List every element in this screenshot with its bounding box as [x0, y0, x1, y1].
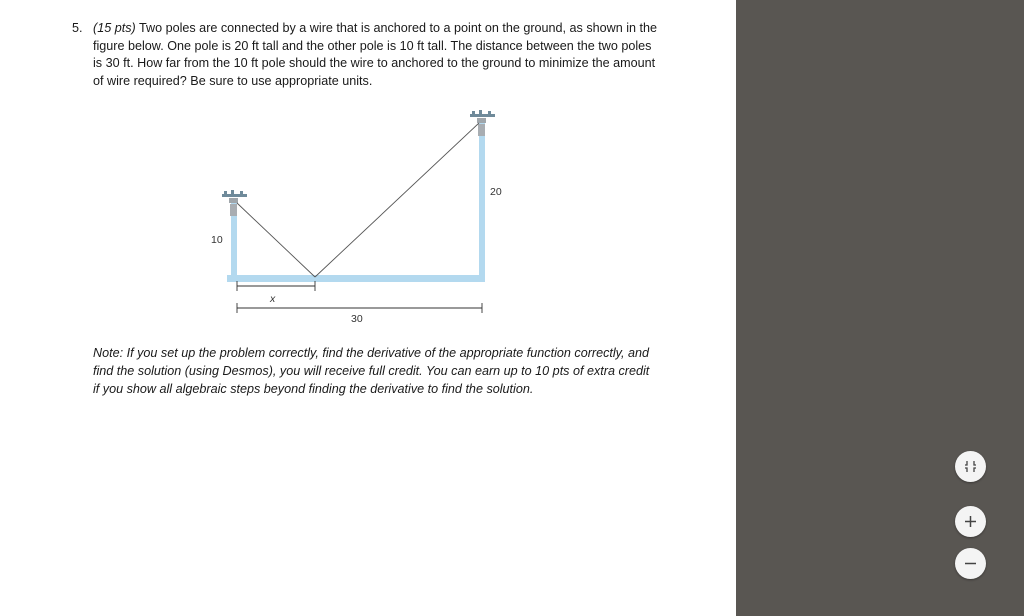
short-pole-label: 10: [211, 234, 223, 246]
tall-pole-crossarm: [470, 110, 495, 136]
tall-pole-label: 20: [490, 186, 502, 198]
minus-icon: [964, 557, 977, 570]
question-text: Two poles are connected by a wire that is anchored to a point on the ground, as shown in the figure below. One pole is 20 ft tall and the other pole is 10 ft tall. The distance between the two poles is 30 ft. How far from the 10 ft pole should the wire to anchored to the ground to minimize the amount of wire required? Be sure to use appropriate units.: [93, 21, 658, 88]
zoom-in-button[interactable]: [955, 506, 986, 537]
distance-label: 30: [351, 313, 363, 325]
wire-short: [237, 203, 315, 277]
zoom-out-button[interactable]: [955, 548, 986, 579]
fit-to-page-button[interactable]: [955, 451, 986, 482]
x-dimension: [237, 281, 315, 291]
short-pole-crossarm: [222, 190, 247, 216]
wire-tall: [315, 123, 479, 277]
tall-pole: [479, 122, 485, 278]
question-number: 5.: [72, 21, 83, 35]
poles-figure: [200, 100, 520, 330]
anchor-distance-label: x: [270, 293, 276, 305]
ground: [227, 275, 485, 282]
note-text: Note: If you set up the problem correctly, find the derivative of the appropriate function correctly, and find the solution (using Desmos), you will receive full credit. You can earn up to 10 pts of extra credit if you show all algebraic steps beyond finding the derivative to find the solution.: [93, 346, 650, 396]
question-body: [93, 20, 662, 90]
question-points: (15 pts): [93, 21, 136, 35]
question-block: [72, 20, 662, 90]
fit-to-page-icon: [964, 460, 977, 473]
plus-icon: [964, 515, 977, 528]
